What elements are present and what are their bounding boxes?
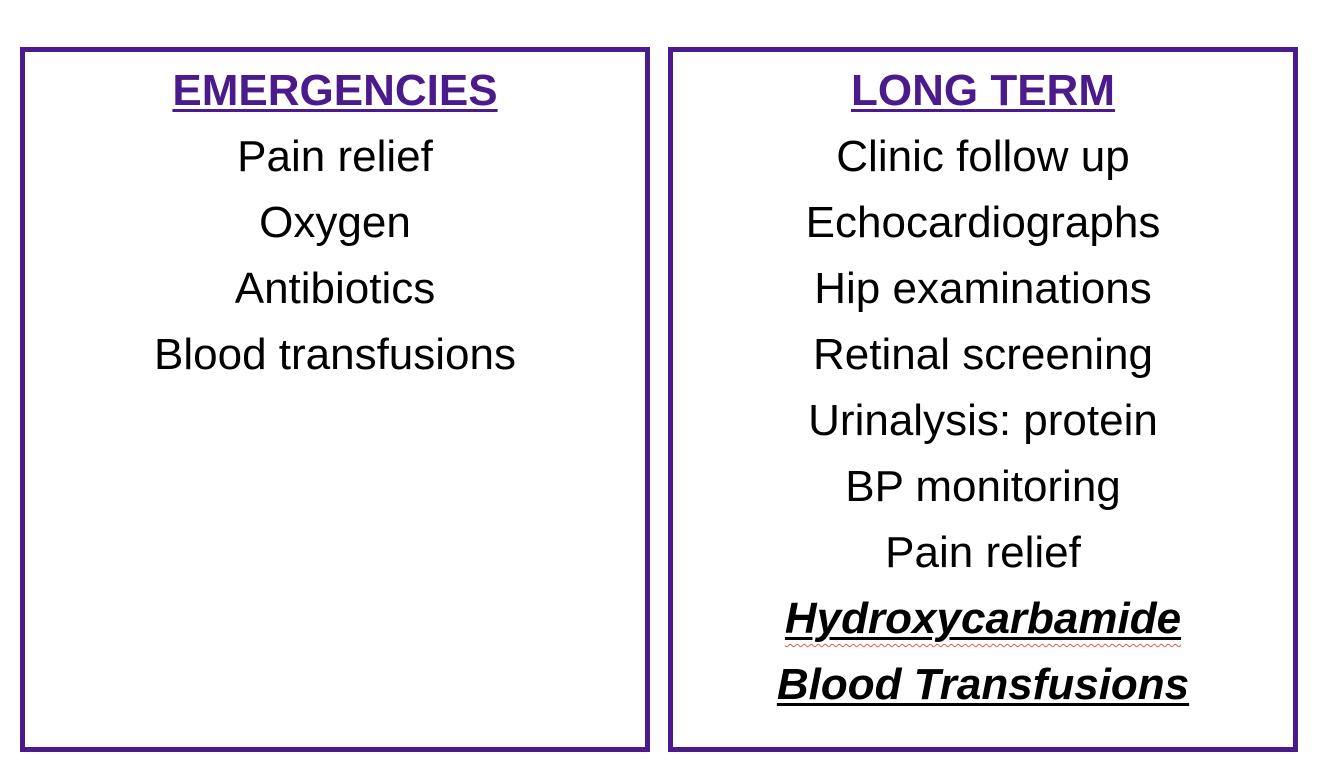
list-item: Urinalysis: protein [808,396,1158,445]
list-item: BP monitoring [845,462,1121,511]
list-item: Hip examinations [814,264,1152,313]
emergencies-list [25,124,645,388]
emergencies-panel [20,47,650,752]
spellcheck-marked-word: Hydroxycarbamide [784,594,1182,643]
list-item: Pain relief [885,528,1081,577]
emergencies-title: EMERGENCIES [172,66,498,115]
list-item: Clinic follow up [836,132,1130,181]
long-term-panel [668,47,1298,752]
long-term-list [673,124,1293,718]
list-item: Retinal screening [813,330,1153,379]
list-item: Blood transfusions [154,330,516,379]
hydroxycarbamide-item [673,586,1293,652]
list-item: Oxygen [259,198,411,247]
list-item: Antibiotics [234,264,436,313]
blood-transfusions-item: Blood Transfusions [776,660,1190,709]
long-term-title: LONG TERM [851,66,1115,115]
list-item: Pain relief [237,132,433,181]
list-item: Echocardiographs [805,198,1161,247]
